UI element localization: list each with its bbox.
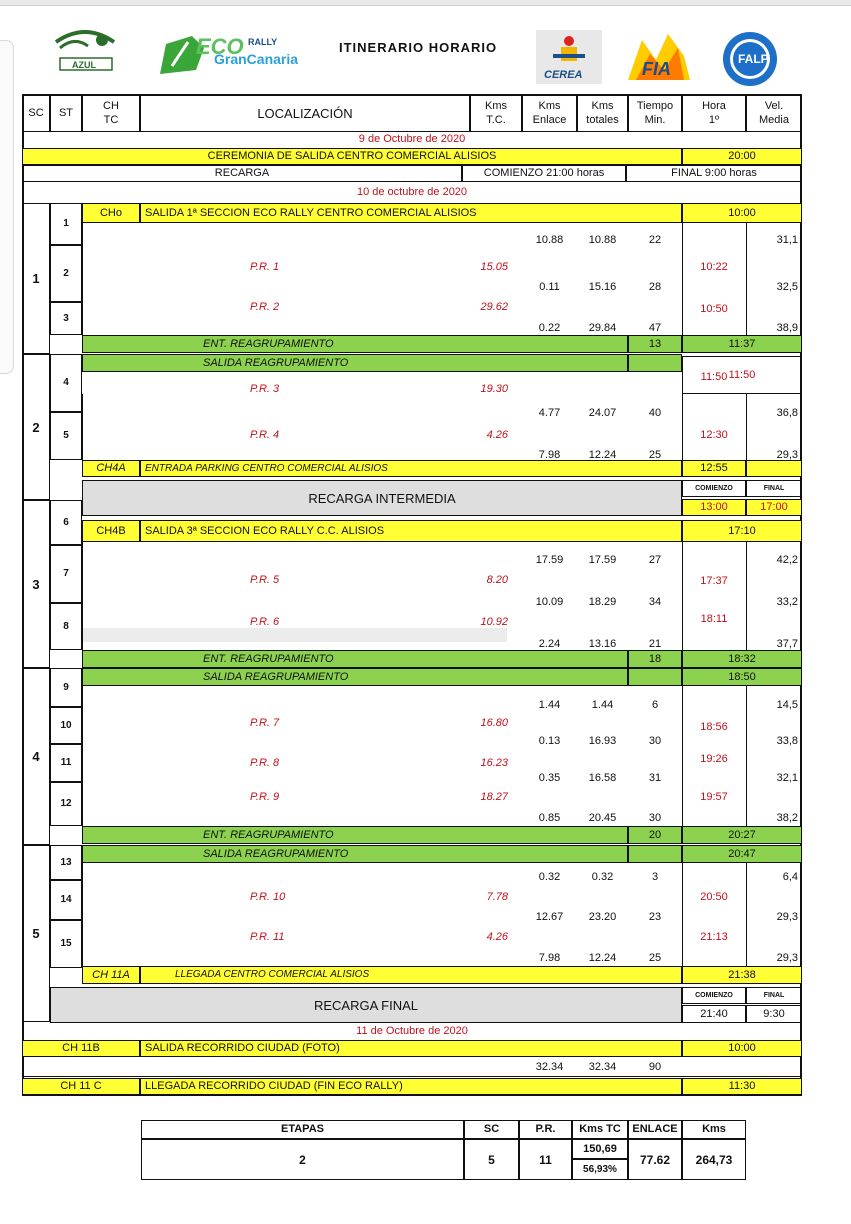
leg-minutes: 30: [648, 736, 662, 747]
pr-name: P.R. 11: [250, 932, 285, 943]
leg-speed: 42,2: [776, 555, 798, 566]
summary-header-sc: SC: [464, 1120, 519, 1139]
regroup-label: SALIDA REAGRUPAMIENTO: [82, 845, 628, 863]
leg-enlace: 12.67: [535, 912, 564, 923]
stage-number: 5: [50, 412, 82, 460]
pr-name: P.R. 4: [250, 430, 280, 441]
pr-name: P.R. 3: [250, 384, 280, 395]
regroup-label: ENT. REAGRUPAMIENTO: [82, 826, 628, 844]
leg-minutes: 25: [648, 450, 662, 461]
leg-enlace: 7.98: [538, 450, 561, 461]
col-header-tot-line1: Kms: [591, 99, 614, 112]
leg-speed: 14,5: [776, 700, 798, 711]
ch4a-location: ENTRADA PARKING CENTRO COMERCIAL ALISIOS: [140, 460, 682, 477]
leg-enlace: 0.85: [538, 813, 561, 824]
ch11a-time: 21:38: [682, 966, 802, 984]
ri-final-label: FINAL: [746, 480, 802, 497]
pr-hora: 10:22: [700, 262, 728, 273]
leg-speed: 38,2: [776, 813, 798, 824]
pr-name: P.R. 7: [250, 718, 280, 729]
leg-speed: 29,3: [776, 912, 798, 923]
summary-header-enlace: ENLACE: [628, 1120, 682, 1139]
pr-km: 16.23: [480, 758, 508, 769]
rf-final-label: FINAL: [746, 987, 802, 1004]
leg-total: 29.84: [588, 323, 617, 334]
leg-minutes: 34: [648, 597, 662, 608]
leg-total: 0.32: [591, 872, 614, 883]
ch4a-code: CH4A: [82, 460, 140, 477]
stage-number: 4: [50, 354, 82, 412]
col-header-st-line1: ST: [58, 106, 74, 119]
city-enlace: 32.34: [535, 1060, 564, 1073]
pr-name: P.R. 9: [250, 792, 280, 803]
stage-number: 10: [50, 707, 82, 744]
leg-total: 10.88: [588, 235, 617, 246]
col-header-vel-line2: Media: [759, 113, 789, 126]
leg-minutes: 28: [648, 282, 662, 293]
leg-minutes: 31: [648, 773, 662, 784]
summary-header-pr: P.R.: [519, 1120, 572, 1139]
col-header-ch-line2: TC: [103, 113, 119, 126]
stage-number: 13: [50, 845, 82, 880]
pr-hora: 11:50: [700, 372, 728, 383]
pr-name: P.R. 5: [250, 575, 280, 586]
leg-minutes: 21: [648, 639, 662, 650]
eco-logo-grancanaria: GranCanaria: [214, 52, 299, 66]
fia-logo-text: FIA: [642, 60, 671, 78]
falp-logo-text: FALP: [738, 53, 769, 65]
summary-value-etapas: 2: [141, 1139, 464, 1180]
leg-speed: 32,1: [776, 773, 798, 784]
pr-name: P.R. 1: [250, 262, 280, 273]
date-row-3: 11 de Octubre de 2020: [356, 1024, 468, 1037]
summary-value-enlace: 77.62: [628, 1139, 682, 1180]
ch11c-time: 11:30: [682, 1078, 802, 1095]
recarga-end: FINAL 9:00 horas: [626, 165, 802, 182]
pr-km: 4.26: [486, 932, 508, 943]
regroup-min: 18: [628, 650, 682, 668]
regroup-label: SALIDA REAGRUPAMIENTO: [82, 354, 628, 372]
leg-minutes: 22: [648, 235, 662, 246]
leg-enlace: 10.88: [535, 235, 564, 246]
pr-km: 16.80: [480, 718, 508, 729]
recarga-final: RECARGA FINAL: [50, 987, 682, 1023]
col-header-vel-line1: Vel.: [764, 99, 784, 112]
leg-speed: 29,3: [776, 953, 798, 964]
col-header-kms-line1: Kms: [485, 99, 507, 112]
recarga-row: RECARGA: [22, 165, 462, 182]
leg-enlace: 10.09: [535, 597, 564, 608]
rf-end: 9:30: [746, 1005, 802, 1023]
pr-name: P.R. 6: [250, 617, 280, 628]
pr-hora: 12:30: [700, 430, 728, 441]
summary-value-pr: 11: [519, 1139, 572, 1180]
leg-speed: 36,8: [776, 408, 798, 419]
pr-km: 8.20: [486, 575, 508, 586]
stage-number: 9: [50, 668, 82, 707]
stage-number: 3: [50, 302, 82, 335]
pr-km: 18.27: [480, 792, 508, 803]
rf-comienzo-label: COMIENZO: [682, 987, 746, 1004]
ch11b-time: 10:00: [682, 1040, 802, 1057]
azulejo-logo-text: AZUL: [72, 61, 96, 70]
stage-number: 11: [50, 744, 82, 782]
leg-enlace: 1.44: [538, 700, 561, 711]
section-number: 2: [22, 354, 50, 500]
ri-comienzo-label: COMIENZO: [682, 480, 746, 497]
pr-hora: 20:50: [700, 892, 728, 903]
leg-enlace: 7.98: [538, 953, 561, 964]
stage-number: 6: [50, 500, 82, 545]
leg-total: 20.45: [588, 813, 617, 824]
eco-logo-rally: RALLY: [248, 38, 278, 47]
pr-name: P.R. 8: [250, 758, 280, 769]
regroup-time: 11:37: [682, 335, 802, 353]
leg-enlace: 4.77: [538, 408, 561, 419]
col-header-enl-line2: Enlace: [532, 113, 567, 126]
leg-speed: 32,5: [776, 282, 798, 293]
col-header-hora-line2: 1º: [708, 113, 720, 126]
pr-hora: 17:37: [700, 576, 728, 587]
stage-number: 7: [50, 545, 82, 603]
col-header-tot-line2: totales: [586, 113, 619, 126]
ceremony-row: CEREMONIA DE SALIDA CENTRO COMERCIAL ALISIOS: [22, 148, 682, 165]
cerea-logo-text: CEREA: [544, 70, 583, 81]
leg-enlace: 0.32: [538, 872, 561, 883]
summary-header-etapas: ETAPAS: [141, 1120, 464, 1139]
leg-enlace: 2.24: [538, 639, 561, 650]
regroup-out-1150: 11:50: [682, 356, 802, 394]
leg-total: 15.16: [588, 282, 617, 293]
leg-minutes: 23: [648, 912, 662, 923]
ch4b-code: CH4B: [82, 520, 140, 542]
leg-total: 13.16: [588, 639, 617, 650]
regroup-min: 20: [628, 826, 682, 844]
leg-total: 17.59: [588, 555, 617, 566]
leg-enlace: 0.11: [539, 282, 560, 293]
leg-speed: 38,9: [776, 323, 798, 334]
regroup-time: 18:50: [682, 668, 802, 686]
date-row-2: 10 de octubre de 2020: [356, 186, 468, 198]
ceremony-time: 20:00: [682, 148, 802, 165]
regroup-time: 20:47: [682, 845, 802, 863]
recarga-start: COMIENZO 21:00 horas: [462, 165, 626, 182]
stage-number: 2: [50, 245, 82, 302]
leg-speed: 37,7: [776, 639, 798, 650]
summary-value-kms: 264,73: [682, 1139, 746, 1180]
section-number: 1: [22, 203, 50, 354]
summary-value-sc: 5: [464, 1139, 519, 1180]
ch11c-code: CH 11 C: [22, 1078, 140, 1095]
summary-header-kms: Kms: [682, 1120, 746, 1139]
stage-number: 8: [50, 603, 82, 650]
col-header-ch-line1: CH: [103, 99, 119, 112]
leg-enlace: 17.59: [535, 555, 564, 566]
regroup-time: 20:27: [682, 826, 802, 844]
col-header-sc-line1: SC: [28, 106, 44, 119]
ch11c-location: LLEGADA RECORRIDO CIUDAD (FIN ECO RALLY): [140, 1078, 682, 1095]
leg-minutes: 6: [651, 700, 659, 711]
leg-enlace: 0.13: [538, 736, 561, 747]
ch0-code: CHo: [82, 203, 140, 223]
pr-hora: 18:11: [700, 614, 728, 625]
col-header-tie-line1: Tiempo: [636, 99, 674, 112]
city-minutes: 90: [648, 1060, 662, 1073]
leg-enlace: 0.35: [538, 773, 561, 784]
leg-enlace: 0.22: [538, 323, 561, 334]
section-number: 4: [22, 668, 50, 845]
regroup-min: 13: [628, 335, 682, 353]
leg-speed: 29,3: [776, 450, 798, 461]
summary-value-kmstc: 150,69: [572, 1139, 628, 1159]
pr-hora: 19:26: [700, 754, 728, 765]
city-total: 32.34: [588, 1060, 617, 1073]
leg-speed: 31,1: [776, 235, 798, 246]
pr-km: 4.26: [486, 430, 508, 441]
summary-header-kmstc: Kms TC: [572, 1120, 628, 1139]
stage-number: 12: [50, 782, 82, 826]
page-title: ITINERARIO HORARIO: [339, 41, 498, 54]
leg-minutes: 25: [648, 953, 662, 964]
col-header-enl-line1: Kms: [538, 99, 561, 112]
regroup-label: SALIDA REAGRUPAMIENTO: [82, 668, 628, 686]
col-header-kms-line2: T.C.: [486, 113, 506, 126]
ch4b-location: SALIDA 3ª SECCION ECO RALLY C.C. ALISIOS: [140, 520, 682, 542]
stage-number: 14: [50, 880, 82, 920]
section-number: 3: [22, 500, 50, 668]
pr-km: 19.30: [480, 384, 508, 395]
regroup-label: ENT. REAGRUPAMIENTO: [82, 335, 628, 353]
recarga-intermedia: RECARGA INTERMEDIA: [82, 480, 682, 516]
ri-start: 13:00: [682, 499, 746, 516]
pr-km: 29.62: [480, 302, 508, 313]
ch11a-code: CH 11A: [82, 966, 140, 984]
stage-number: 1: [50, 203, 82, 245]
leg-minutes: 30: [648, 813, 662, 824]
pr-name: P.R. 2: [250, 302, 280, 313]
leg-total: 18.29: [588, 597, 617, 608]
leg-total: 24.07: [588, 408, 617, 419]
pr-km: 15.05: [480, 262, 508, 273]
col-header-tie-line2: Min.: [644, 113, 666, 126]
ch11b-location: SALIDA RECORRIDO CIUDAD (FOTO): [140, 1040, 682, 1057]
leg-minutes: 47: [648, 323, 662, 334]
col-header-hora-line1: Hora: [702, 99, 726, 112]
summary-value-kmstc-pct: 56,93%: [572, 1159, 628, 1180]
leg-total: 16.93: [588, 736, 617, 747]
ch11b-code: CH 11B: [22, 1040, 140, 1057]
ch0-time: 10:00: [682, 203, 802, 223]
ch11a-location: LLEGADA CENTRO COMERCIAL ALISIOS: [140, 966, 682, 984]
pr-hora: 10:50: [700, 304, 728, 315]
pr-name: P.R. 10: [250, 892, 286, 903]
col-header-loc-line1: LOCALIZACIÓN: [257, 105, 353, 121]
leg-total: 23.20: [588, 912, 617, 923]
leg-total: 12.24: [588, 953, 617, 964]
stage-number: 15: [50, 920, 82, 968]
section-number: 5: [22, 845, 50, 1022]
pr-hora: 21:13: [700, 932, 728, 943]
ch4a-time: 12:55: [682, 460, 746, 477]
leg-minutes: 27: [648, 555, 662, 566]
leg-speed: 33,8: [776, 736, 798, 747]
leg-minutes: 3: [651, 872, 659, 883]
pr-km: 10.92: [480, 617, 508, 628]
leg-minutes: 40: [648, 408, 662, 419]
leg-total: 12.24: [588, 450, 617, 461]
pr-hora: 19:57: [700, 792, 728, 803]
leg-total: 1.44: [591, 700, 614, 711]
eco-logo-text: ECO: [196, 36, 244, 58]
regroup-label: ENT. REAGRUPAMIENTO: [82, 650, 628, 668]
regroup-time: 18:32: [682, 650, 802, 668]
ri-end: 17:00: [746, 499, 802, 516]
date-row-1: 9 de Octubre de 2020: [358, 133, 466, 145]
ch4b-time: 17:10: [682, 520, 802, 542]
pr-km: 7.78: [486, 892, 508, 903]
leg-speed: 6,4: [782, 872, 798, 883]
ch0-location: SALIDA 1ª SECCION ECO RALLY CENTRO COMERCIAL ALISIOS: [140, 203, 682, 223]
leg-speed: 33,2: [776, 597, 798, 608]
rf-start: 21:40: [682, 1005, 746, 1023]
pr-hora: 18:56: [700, 722, 728, 733]
leg-total: 16.58: [588, 773, 617, 784]
